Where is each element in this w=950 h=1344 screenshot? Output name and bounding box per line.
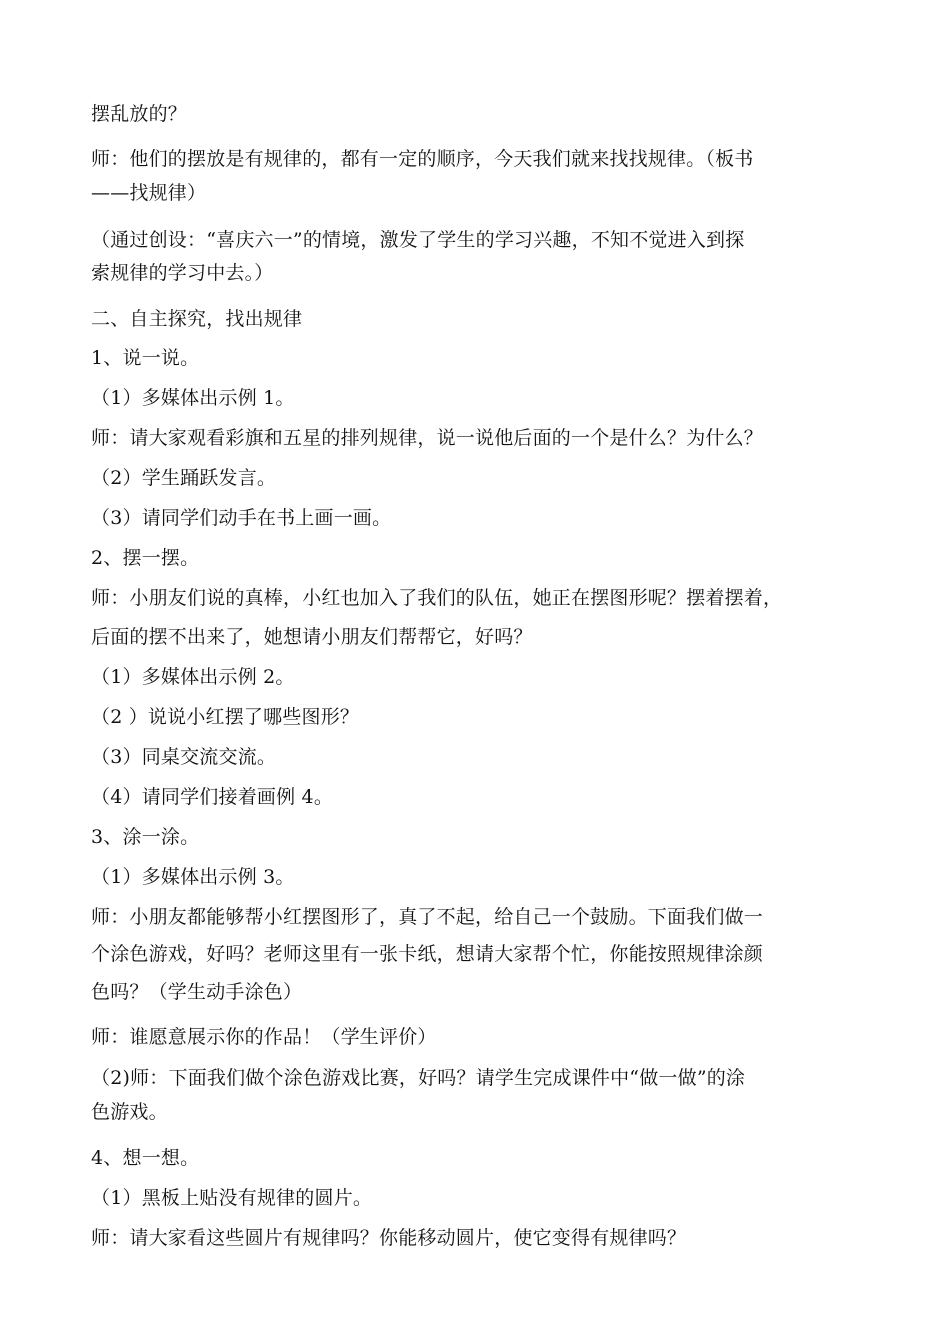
text-line: 师：小朋友都能够帮小红摆图形了，真了不起，给自己一个鼓励。下面我们做一: [91, 906, 764, 928]
text-line: ——找规律）: [91, 182, 207, 204]
text-line: 个涂色游戏，好吗？老师这里有一张卡纸，想请大家帮个忙，你能按照规律涂颜: [91, 943, 764, 965]
text-line: （1）黑板上贴没有规律的圆片。: [91, 1187, 373, 1209]
subsection-heading: 4、想一想。: [91, 1147, 200, 1169]
text-line: 师：小朋友们说的真棒，小红也加入了我们的队伍，她正在摆图形呢？摆着摆着，: [91, 587, 783, 609]
text-line: （2）学生踊跃发言。: [91, 467, 277, 489]
text-line: 色吗？（学生动手涂色）: [91, 981, 303, 1003]
text-line: 索规律的学习中去。）: [91, 262, 274, 284]
text-line: （3）请同学们动手在书上画一画。: [91, 507, 392, 529]
text-line: 师：谁愿意展示你的作品！（学生评价）: [91, 1026, 437, 1048]
subsection-heading: 3、涂一涂。: [91, 826, 200, 848]
text-line: 师：他们的摆放是有规律的，都有一定的顺序，今天我们就来找找规律。（板书: [91, 148, 754, 170]
subsection-heading: 1、说一说。: [91, 347, 200, 369]
text-line: 摆乱放的？: [91, 103, 188, 125]
text-line: 色游戏。: [91, 1101, 168, 1123]
subsection-heading: 2、摆一摆。: [91, 547, 200, 569]
text-line: 师：请大家观看彩旗和五星的排列规律，说一说他后面的一个是什么？为什么？: [91, 427, 764, 449]
section-heading: 二、自主探究，找出规律: [91, 308, 303, 330]
text-line: （4）请同学们接着画例 4。: [91, 786, 334, 808]
text-line: （1）多媒体出示例 1。: [91, 387, 295, 409]
text-line: （2 ）说说小红摆了哪些图形？: [91, 706, 360, 728]
text-line: （1）多媒体出示例 2。: [91, 666, 295, 688]
text-line: （通过创设：“喜庆六一”的情境，激发了学生的学习兴趣，不知不觉进入到探: [91, 229, 745, 251]
text-line: （1）多媒体出示例 3。: [91, 866, 295, 888]
text-line: （2)师：下面我们做个涂色游戏比赛，好吗？请学生完成课件中“做一做”的涂: [91, 1067, 746, 1089]
text-line: 后面的摆不出来了，她想请小朋友们帮帮它，好吗？: [91, 626, 533, 648]
text-line: （3）同桌交流交流。: [91, 746, 277, 768]
text-line: 师：请大家看这些圆片有规律吗？你能移动圆片，使它变得有规律吗？: [91, 1227, 687, 1249]
